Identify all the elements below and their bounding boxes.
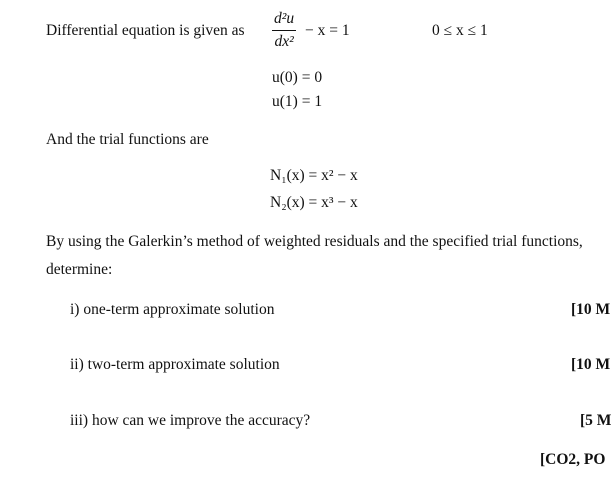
domain-range: 0 ≤ x ≤ 1: [432, 22, 488, 39]
boundary-condition-1: u(0) = 0: [272, 69, 323, 86]
intro-label: Differential equation is given as: [46, 22, 245, 39]
question-3: iii) how can we improve the accuracy?: [70, 412, 311, 429]
fraction-numerator: d²u: [272, 10, 296, 31]
question-2-marks: [10 M: [571, 356, 611, 373]
question-3-marks: [5 M: [580, 412, 611, 429]
instruction-line-2: determine:: [46, 261, 113, 278]
course-outcome: [CO2, PO: [540, 451, 606, 468]
trial-function-1: N₁(x) = x² − x: [270, 167, 358, 184]
fraction-denominator: dx²: [274, 33, 294, 50]
derivative-fraction: [272, 10, 296, 51]
equation-rhs: − x = 1: [305, 22, 350, 39]
question-1: i) one-term approximate solution: [70, 301, 275, 318]
boundary-condition-2: u(1) = 1: [272, 93, 323, 110]
question-1-marks: [10 M: [571, 301, 611, 318]
trial-intro: And the trial functions are: [46, 131, 209, 148]
instruction-line-1: By using the Galerkin’s method of weighted residuals and the specified trial functions,: [46, 233, 583, 250]
trial-function-2: N₂(x) = x³ − x: [270, 194, 358, 211]
question-2: ii) two-term approximate solution: [70, 356, 280, 373]
